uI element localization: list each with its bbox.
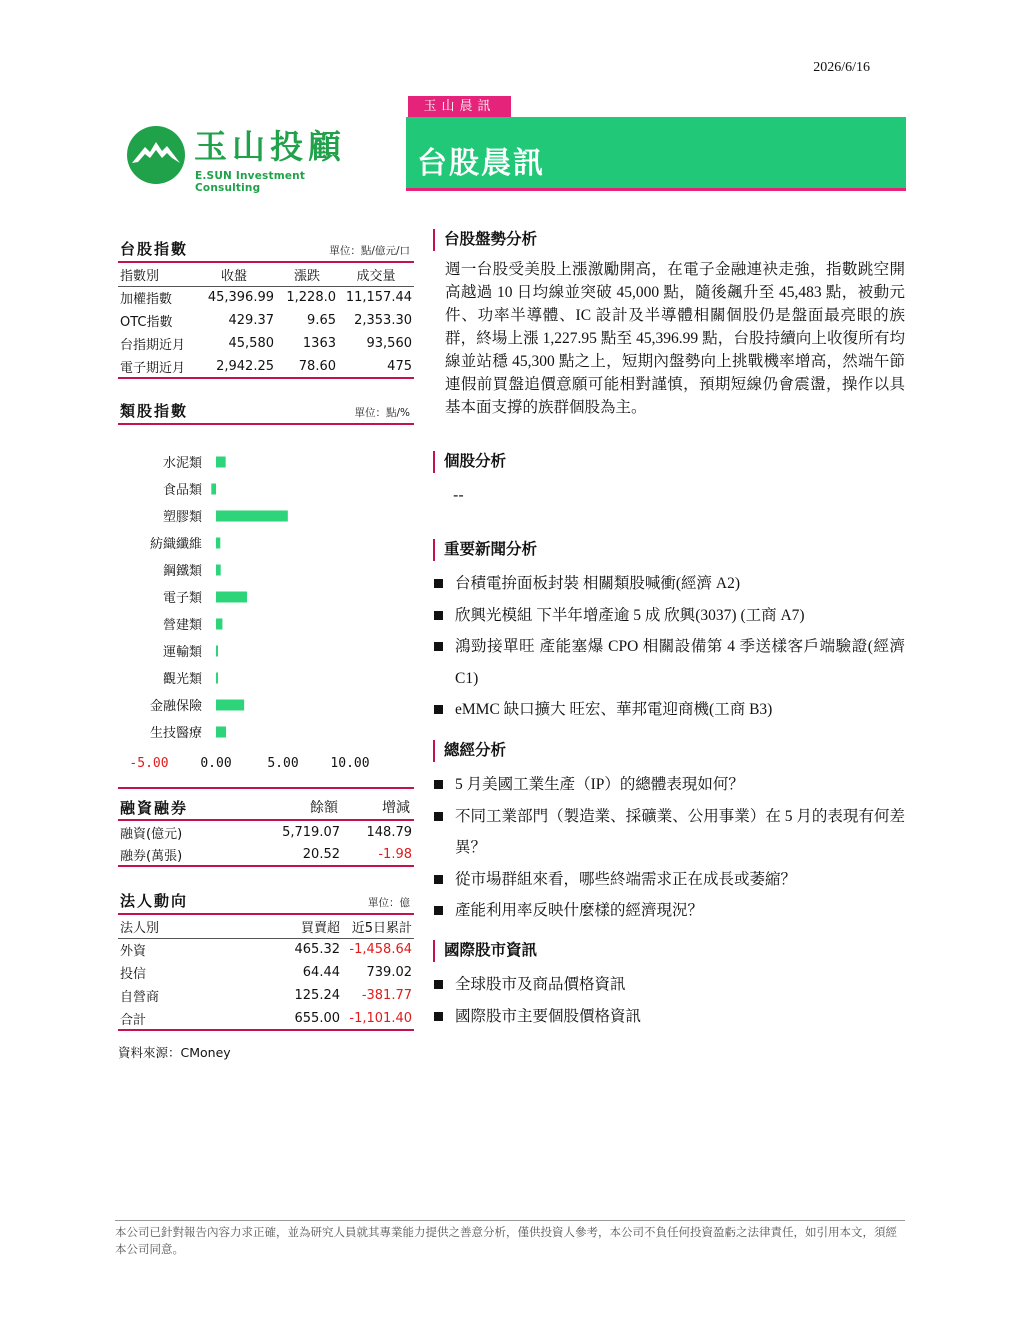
category-label: 運輸類 xyxy=(162,645,202,660)
margin-section xyxy=(118,795,414,867)
news-item[interactable] xyxy=(433,631,905,694)
stock-section xyxy=(433,451,905,504)
table-cell: 自營商 xyxy=(120,990,160,1005)
news-item-text: eMMC 缺口擴大 旺宏、華邦電迎商機(工商 B3) xyxy=(455,701,773,718)
table-cell: 45,396.99 xyxy=(207,290,274,306)
company-logo xyxy=(126,125,366,194)
table-cell: 148.79 xyxy=(366,824,412,840)
data-source: 資料來源：CMoney xyxy=(118,1045,231,1060)
table-header: 餘額 xyxy=(248,795,342,820)
bullet-square-icon xyxy=(434,906,443,915)
institution-header xyxy=(118,893,414,915)
table-header: 買賣超 xyxy=(222,915,342,938)
table-cell: 1,228.0 xyxy=(286,290,336,306)
analysis-title: 台股盤勢分析 xyxy=(433,229,905,251)
macro-item-text: 從市場群組來看，哪些終端需求正在成長或萎縮？ xyxy=(455,870,797,888)
bullet-square-icon xyxy=(434,780,443,789)
macro-item[interactable] xyxy=(433,801,905,864)
macro-item[interactable] xyxy=(433,864,905,896)
disclaimer: 本公司已針對報告內容力求正確，並為研究人員就其專業能力提供之善意分析，僅供投資人參考，本公司不負任何投資盈虧之法律責任，如引用本文，須經本公司同意。 xyxy=(115,1220,905,1258)
table-cell: 融券(萬張) xyxy=(118,843,248,866)
bar xyxy=(216,646,218,657)
table-cell: 2,353.30 xyxy=(354,313,412,328)
table-row xyxy=(118,961,414,984)
sector-header xyxy=(118,403,414,425)
table-cell: 93,560 xyxy=(366,336,412,351)
table-cell: 429.37 xyxy=(228,313,274,328)
bullet-square-icon xyxy=(434,611,443,620)
table-cell: 合計 xyxy=(118,1007,222,1030)
bullet-square-icon xyxy=(434,980,443,989)
news-item[interactable] xyxy=(433,694,905,726)
bar xyxy=(216,619,222,630)
margin-title: 融資融券 xyxy=(118,795,248,820)
table-cell: 64.44 xyxy=(302,965,340,980)
table-header: 收盤 xyxy=(192,263,276,286)
table-cell: 融資(億元) xyxy=(120,826,183,842)
intl-item-text: 全球股市及商品價格資訊 xyxy=(455,976,626,993)
news-title: 重要新聞分析 xyxy=(433,539,905,561)
table-cell: 5,719.07 xyxy=(282,824,340,840)
macro-section xyxy=(433,740,905,927)
index-table xyxy=(118,263,414,379)
table-row xyxy=(118,355,414,378)
x-tick-label: 10.00 xyxy=(330,756,370,771)
bar xyxy=(216,457,226,468)
intl-item-text: 國際股市主要個股價格資訊 xyxy=(455,1007,642,1025)
intl-title: 國際股市資訊 xyxy=(433,940,905,962)
x-tick-label: -5.00 xyxy=(129,756,169,771)
bar xyxy=(216,673,218,684)
sector-section xyxy=(118,403,414,425)
institution-section xyxy=(118,893,414,1031)
table-cell: 1363 xyxy=(302,336,336,351)
macro-title: 總經分析 xyxy=(433,740,905,762)
table-row xyxy=(118,820,414,843)
category-label: 金融保險 xyxy=(149,699,202,714)
news-list xyxy=(433,568,905,726)
bar xyxy=(216,511,288,522)
table-row xyxy=(118,286,414,309)
news-section xyxy=(433,539,905,726)
table-header-row xyxy=(118,795,414,820)
bullet-square-icon xyxy=(434,812,443,821)
bullet-square-icon xyxy=(434,642,443,651)
macro-item[interactable] xyxy=(433,769,905,801)
table-header-row xyxy=(118,915,414,938)
category-label: 鋼鐵類 xyxy=(162,564,202,579)
table-cell: 655.00 xyxy=(222,1007,342,1030)
table-cell: 78.60 xyxy=(276,355,338,378)
news-item-text: 欣興光模組 下半年增產逾 5 成 欣興(3037) (工商 A7) xyxy=(455,606,805,624)
table-cell: 外資 xyxy=(120,944,147,960)
table-header: 指數別 xyxy=(118,263,192,286)
category-label: 觀光類 xyxy=(162,672,202,687)
index-header xyxy=(118,241,414,263)
banner-divider xyxy=(406,188,906,191)
report-date: 2026/6/16 xyxy=(813,60,870,75)
table-cell: 電子期近月 xyxy=(118,355,192,378)
institution-title: 法人動向 xyxy=(120,892,189,910)
index-title: 台股指數 xyxy=(120,240,189,258)
macro-item-text: 不同工業部門（製造業、採礦業、公用事業）在 5 月的表現有何差異？ xyxy=(455,807,905,856)
news-item-text: 台積電拚面板封裝 相關類股喊衝(經濟 A2) xyxy=(455,575,741,592)
table-header: 漲跌 xyxy=(276,263,338,286)
table-cell: 739.02 xyxy=(366,965,412,980)
table-row xyxy=(118,309,414,332)
analysis-section xyxy=(433,229,905,419)
intl-section xyxy=(433,940,905,1032)
logo-name-en: E.SUN Investment Consulting xyxy=(195,170,306,194)
table-cell: 投信 xyxy=(120,967,147,982)
category-label: 塑膠類 xyxy=(162,510,202,525)
macro-item[interactable] xyxy=(433,895,905,927)
table-cell: -1,101.40 xyxy=(342,1007,414,1030)
table-header: 法人別 xyxy=(118,915,222,938)
category-label: 食品類 xyxy=(162,483,202,498)
table-cell: 台指期近月 xyxy=(120,338,186,353)
table-cell: 125.24 xyxy=(294,988,340,1003)
sector-title: 類股指數 xyxy=(120,402,189,420)
index-unit: 單位：點/億元/口 xyxy=(329,245,410,257)
macro-item-text: 5 月美國工業生產（IP）的總體表現如何？ xyxy=(455,776,744,793)
category-label: 電子類 xyxy=(162,591,202,606)
news-item[interactable] xyxy=(433,600,905,632)
table-row xyxy=(118,332,414,355)
intl-list xyxy=(433,969,905,1032)
table-cell: -1,458.64 xyxy=(349,942,412,958)
table-cell: 11,157.44 xyxy=(345,290,412,306)
table-header-row xyxy=(118,263,414,286)
bar xyxy=(216,592,247,603)
intl-item[interactable] xyxy=(433,1001,905,1033)
analysis-text: 週一台股受美股上漲激勵開高，在電子金融連袂走強，指數跳空開高越過 10 日均線並突破 45,000 點，隨後飆升至 45,483 點，被動元件、功率半導體、IC 設計及半導體相關個股仍是盤面最亮眼的族群，終場上漲 1,227.95 點至 45,396.99 點，台股持續向上收復所有均線並站穩 45,300 點之上，短期內盤勢向上挑戰機率增高，然端午節連假前買盤追價意願可能相對謹慎，預期短線仍會震盪，操作以具基本面支撐的族群個股為主。 xyxy=(445,261,905,416)
banner-tag: 玉山晨訊 xyxy=(408,96,511,117)
macro-item-text: 產能利用率反映什麼樣的經濟現況？ xyxy=(455,902,704,919)
stock-title: 個股分析 xyxy=(433,451,905,473)
bullet-square-icon xyxy=(434,705,443,714)
table-cell: 465.32 xyxy=(294,942,340,958)
category-label: 紡織纖維 xyxy=(149,537,202,552)
sector-unit: 單位：點/% xyxy=(354,407,410,419)
table-row xyxy=(118,1007,414,1030)
table-cell: 475 xyxy=(338,355,414,378)
table-cell: 45,580 xyxy=(228,336,274,351)
bar xyxy=(216,700,244,711)
news-item[interactable] xyxy=(433,568,905,600)
bullet-square-icon xyxy=(434,875,443,884)
margin-table xyxy=(118,795,414,867)
bar xyxy=(211,484,216,495)
mountain-logo-icon xyxy=(126,125,186,185)
bar xyxy=(216,727,226,738)
institution-table xyxy=(118,915,414,1031)
table-header: 增減 xyxy=(342,795,414,820)
chart-divider xyxy=(118,787,414,789)
table-cell: 9.65 xyxy=(307,313,336,328)
category-label: 營建類 xyxy=(162,618,202,633)
logo-name-cn: 玉山投顧 xyxy=(194,127,346,166)
index-section xyxy=(118,241,414,379)
sector-bar-chart xyxy=(118,445,414,790)
category-label: 生技醫療 xyxy=(149,726,202,741)
table-cell: 加權指數 xyxy=(120,292,173,308)
table-cell: OTC指數 xyxy=(120,315,173,330)
table-row xyxy=(118,843,414,866)
bar xyxy=(216,538,220,549)
bullet-square-icon xyxy=(434,1012,443,1021)
x-tick-label: 0.00 xyxy=(200,756,232,771)
news-item-text: 鴻勁接單旺 產能塞爆 CPO 相關設備第 4 季送樣客戶端驗證(經濟 C1) xyxy=(455,638,905,687)
table-row xyxy=(118,938,414,961)
table-header: 近5日累計 xyxy=(342,915,414,938)
table-cell: 2,942.25 xyxy=(192,355,276,378)
table-cell: -381.77 xyxy=(361,988,412,1003)
x-tick-label: 5.00 xyxy=(267,756,299,771)
page-title: 台股晨訊 xyxy=(417,146,545,181)
institution-unit: 單位：億 xyxy=(368,897,410,909)
table-cell: -1.98 xyxy=(342,843,414,866)
stock-text: -- xyxy=(453,486,464,504)
category-label: 水泥類 xyxy=(162,456,202,471)
intl-item[interactable] xyxy=(433,969,905,1001)
table-row xyxy=(118,984,414,1007)
bullet-square-icon xyxy=(434,579,443,588)
table-cell: 20.52 xyxy=(248,843,342,866)
bar xyxy=(216,565,221,576)
table-header: 成交量 xyxy=(338,263,414,286)
macro-list xyxy=(433,769,905,927)
